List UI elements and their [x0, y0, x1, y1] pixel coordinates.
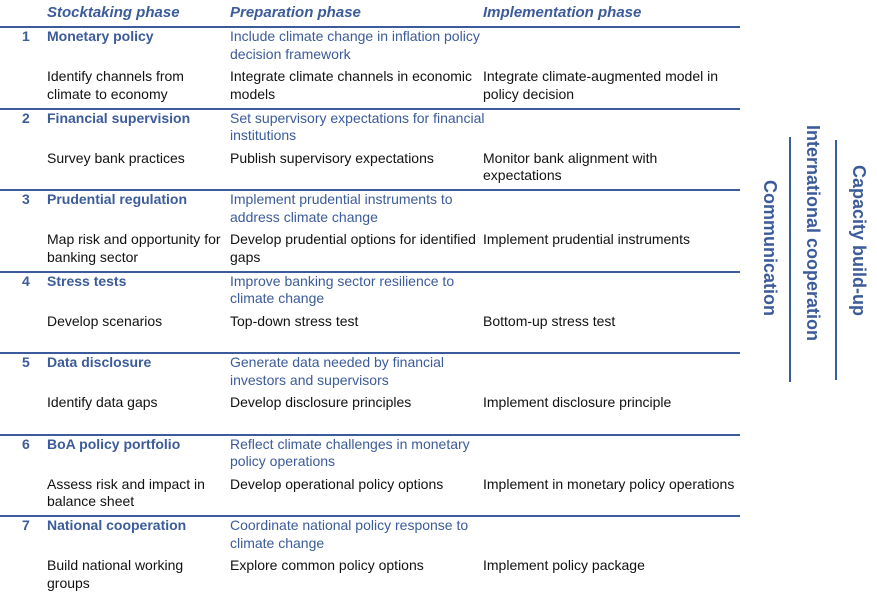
preparation-step: Develop operational policy options [230, 475, 444, 492]
policy-objective: Generate data needed by financial investors and supervisors [230, 354, 445, 388]
row-number: 7 [22, 517, 30, 533]
policy-area: Data disclosure [47, 354, 152, 370]
international-cooperation-label: International cooperation [803, 125, 823, 342]
communication-label: Communication [760, 180, 780, 317]
table-row [0, 515, 740, 597]
table-row [0, 26, 740, 108]
implementation-step: Implement in monetary policy operations [483, 475, 735, 492]
table-row [0, 271, 740, 353]
row-number: 2 [22, 109, 30, 126]
preparation-step: Publish supervisory expectations [230, 149, 434, 166]
policy-area: Prudential regulation [47, 191, 188, 207]
capacity-buildup-bar [835, 140, 837, 380]
policy-objective: Coordinate national policy response to climate change [230, 517, 469, 551]
stocktaking-step: Assess risk and impact in balance sheet [47, 475, 205, 509]
capacity-buildup-label: Capacity build-up [849, 165, 869, 317]
preparation-step: Explore common policy options [230, 557, 424, 573]
policy-area: Stress tests [47, 272, 127, 289]
preparation-step: Develop disclosure principles [230, 394, 412, 410]
policy-objective: Set supervisory expectations for financial institutions [230, 109, 485, 143]
policy-area: Financial supervision [47, 109, 191, 126]
policy-area: Monetary policy [47, 28, 154, 44]
preparation-step: Top-down stress test [230, 312, 359, 329]
international-cooperation-bar [789, 137, 791, 382]
table-row [0, 189, 740, 271]
implementation-step: Implement policy package [483, 557, 645, 573]
policy-area: BoA policy portfolio [47, 435, 181, 452]
implementation-step: Implement disclosure principle [483, 394, 672, 410]
implementation-step: Bottom-up stress test [483, 312, 616, 329]
row-number: 1 [22, 28, 30, 44]
preparation-step: Develop prudential options for identified gaps [230, 231, 476, 265]
policy-objective: Improve banking sector resilience to climate change [230, 272, 455, 306]
policy-area: National cooperation [47, 517, 187, 533]
stocktaking-step: Identify data gaps [47, 394, 158, 410]
header-stocktaking-phase: Stocktaking phase [47, 4, 180, 21]
preparation-step: Integrate climate channels in economic models [230, 68, 473, 102]
implementation-step: Implement prudential instruments [483, 231, 690, 247]
row-number: 4 [22, 272, 30, 289]
table-row [0, 108, 740, 190]
row-number: 5 [22, 354, 30, 370]
row-number: 3 [22, 191, 30, 207]
policy-objective: Reflect climate challenges in monetary policy operations [230, 435, 470, 469]
stocktaking-step: Identify channels from climate to economy [47, 68, 184, 102]
implementation-step: Integrate climate-augmented model in policy decision [483, 68, 719, 102]
row-number: 6 [22, 435, 30, 452]
stocktaking-step: Develop scenarios [47, 312, 163, 329]
header-implementation-phase: Implementation phase [483, 4, 642, 21]
policy-objective: Implement prudential instruments to address climate change [230, 191, 453, 225]
policy-objective: Include climate change in inflation policy decision framework [230, 28, 480, 62]
implementation-step: Monitor bank alignment with expectations [483, 149, 658, 183]
table-row [0, 434, 740, 516]
stocktaking-step: Build national working groups [47, 557, 184, 591]
stocktaking-step: Map risk and opportunity for banking sector [47, 231, 221, 265]
stocktaking-step: Survey bank practices [47, 149, 185, 166]
header-preparation-phase: Preparation phase [230, 4, 361, 21]
table-row [0, 352, 740, 434]
